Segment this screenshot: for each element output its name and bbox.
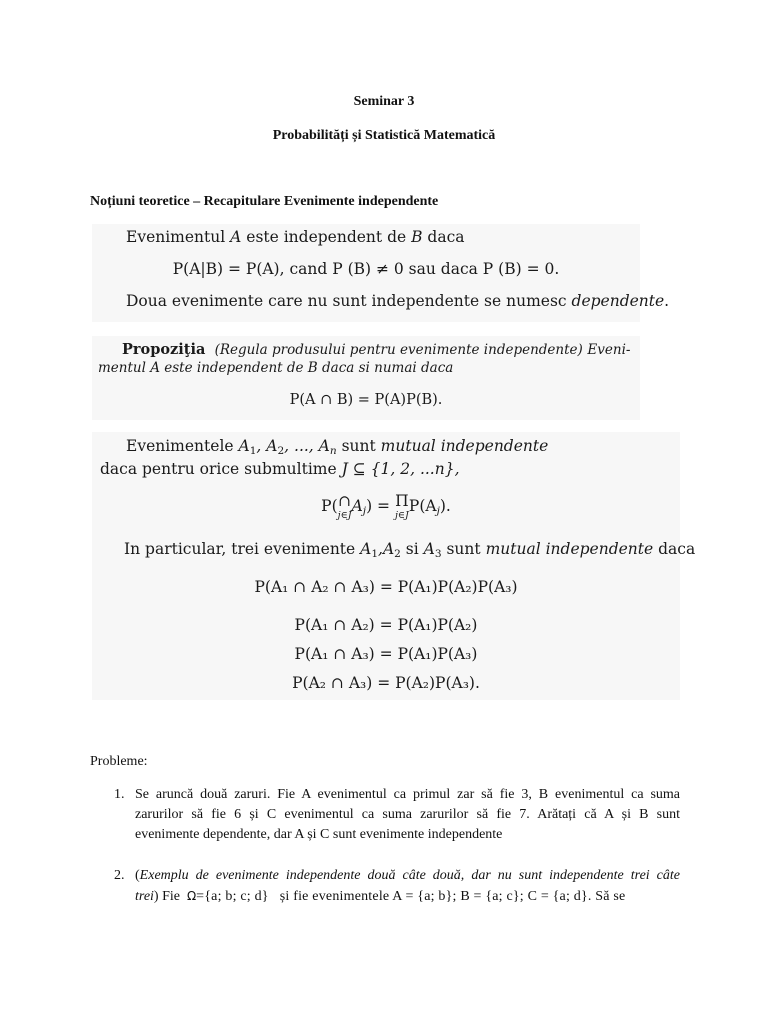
equation-triple: P(A₁ ∩ A₂ ∩ A₃) = P(A₁)P(A₂)P(A₃) (254, 578, 518, 596)
problems-heading: Probleme: (90, 754, 148, 769)
mutual-subset-formula: J ⊆ {1, 2, ...n}, (341, 460, 460, 478)
problem-2-line-2 (135, 886, 680, 907)
particular-text-1: In particular, trei evenimente (124, 540, 361, 558)
dependent-text: Doua evenimente care nu sunt independente se numesc (126, 292, 572, 310)
mutual-subset-text: daca pentru orice submultime (100, 460, 342, 478)
problem-number: 1. (114, 787, 125, 802)
product-index: j∈J (394, 509, 409, 521)
mutual-formula-right: P(A (408, 497, 437, 516)
proposition-formula: P(A ∩ B) = P(A)P(B). (289, 392, 443, 408)
section-heading: Noțiuni teoretice – Recapitulare Evenimente independente (90, 194, 439, 209)
problem-number: 2. (114, 868, 125, 883)
paren-close: ) Fie (153, 889, 187, 904)
proposition-line-2: mentul A este independent de B daca si numai daca (98, 360, 454, 376)
def-text-1: Evenimentul (126, 228, 231, 246)
mutual-text-1: Evenimentele (126, 437, 239, 455)
proposition-label: Propoziţia (122, 341, 206, 358)
product-operator (395, 494, 409, 520)
def-var-b: B (411, 228, 423, 246)
intersection-index: j∈J (337, 509, 352, 521)
paren-open: ( (135, 868, 140, 883)
dependent-word: dependente (571, 292, 665, 310)
omega-symbol: Ω (186, 889, 197, 903)
def-text-3: daca (422, 228, 465, 246)
proposition-line-1 (122, 341, 630, 358)
mutual-formula-left: P( (321, 497, 338, 516)
intersection-symbol: ∩ (338, 492, 352, 510)
particular-line: In particular, trei evenimente $A_1,A_2$ si $A_3$ sunt mutual independente daca (124, 540, 696, 561)
mutual-independence-block (92, 432, 696, 700)
product-symbol: Π (395, 492, 409, 510)
mutual-word: mutual independente (380, 437, 549, 455)
problem-1 (90, 785, 680, 845)
problem-1-line-2: zarurilor să fie 6 și C evenimentul ca suma zarurilor să fie 7. Arătați că A și B sunt (135, 807, 680, 822)
proposition-block (92, 336, 640, 420)
problem-1-text (135, 785, 680, 845)
problem-1-line-1: Se aruncă două zaruri. Fie A evenimentul ca primul zar să fie 3, B evenimentul ca suma (135, 787, 680, 802)
definition-independence-block (92, 224, 670, 322)
equation-pair-13: P(A₁ ∩ A₃) = P(A₁)P(A₃) (294, 645, 478, 663)
def-text-2: este independent de (241, 228, 412, 246)
problem-2-line-1 (135, 866, 680, 886)
proposition-tail: Eveni- (587, 342, 631, 358)
problem-2-italic-1: Exemplu de evenimente independente două câte două, dar nu sunt independente trei câte (139, 868, 680, 883)
particular-text-2: si (400, 540, 424, 558)
definition-formula: P(A|B) = P(A), cand P (B) ≠ 0 sau daca P (B) = 0. (172, 260, 560, 278)
mutual-formula: P( ∩ j∈J $A_j$) = Π j∈J $P(A_j)$. (321, 492, 451, 521)
mutual-line-1 (126, 437, 548, 457)
particular-word: mutual independente (485, 540, 654, 558)
problem-2-sets: ={a; b; c; d} și fie evenimentele A = {a; b}; B = {a; c}; C = {a; d}. Să se (196, 889, 626, 904)
equation-pair-12: P(A₁ ∩ A₂) = P(A₁)P(A₂) (294, 616, 478, 634)
intersection-operator (338, 494, 352, 520)
dependent-dot: . (664, 292, 670, 310)
mutual-line-2 (100, 460, 460, 478)
equation-pair-23: P(A₂ ∩ A₃) = P(A₂)P(A₃). (292, 674, 480, 692)
course-title: Probabilități și Statistică Matematică (272, 128, 496, 143)
problem-1-line-3: evenimente dependente, dar A și C sunt evenimente independente (135, 827, 503, 842)
problem-2-text (135, 866, 680, 907)
def-var-a: A (230, 228, 242, 246)
mutual-formula-end: ). (439, 497, 451, 516)
mutual-text-2: sunt (336, 437, 381, 455)
proposition-rule-name: (Regula produsului pentru evenimente independente) (214, 342, 583, 358)
definition-independence-text (126, 228, 465, 246)
problem-2 (90, 866, 680, 907)
mutual-formula-mid: ) = (366, 497, 395, 516)
definition-dependent-text (126, 292, 669, 310)
particular-text-3: daca (653, 540, 696, 558)
problem-2-italic-2: trei (135, 889, 154, 904)
mutual-events-list: $A_1$, $A_2$, ..., $A_n$ (238, 437, 337, 458)
seminar-title: Seminar 3 (353, 94, 415, 109)
